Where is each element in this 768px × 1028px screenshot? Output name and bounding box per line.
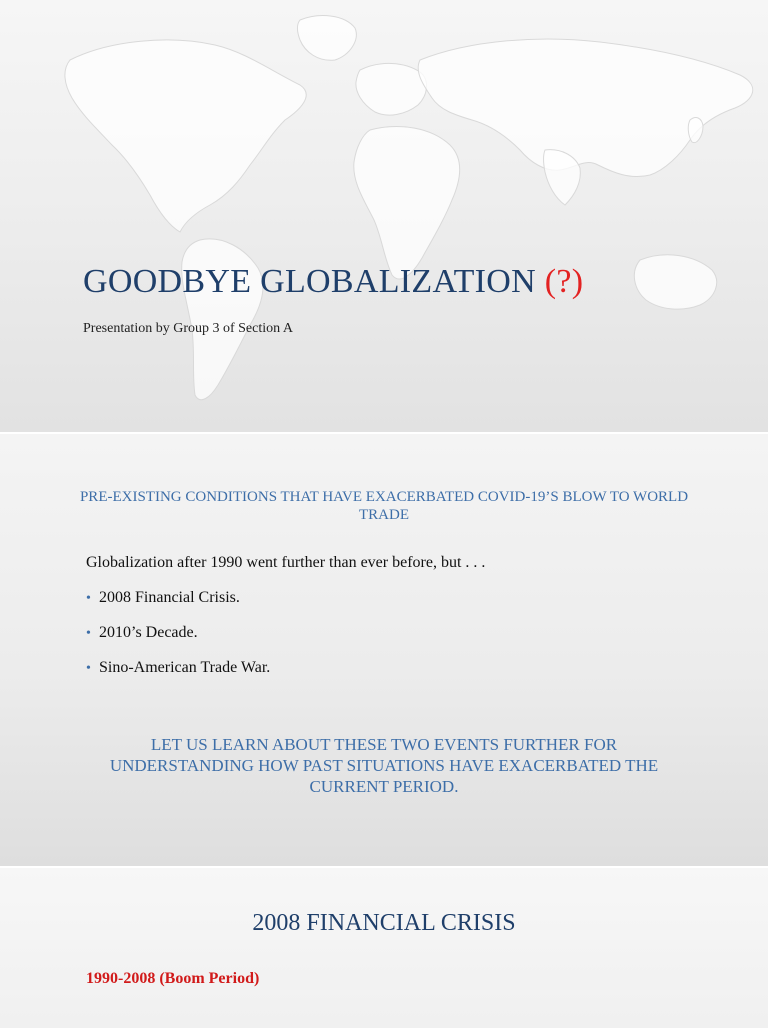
bullet-icon: • [86,591,91,606]
world-map-background [0,0,768,432]
list-item [86,624,270,659]
lead-text: Globalization after 1990 went further than ever before, but . . . [86,554,486,571]
title-main: GOODBYE GLOBALIZATION [83,263,536,300]
bullet-text: 2010’s Decade. [99,624,198,641]
bullet-text: Sino-American Trade War. [99,659,271,676]
presentation-subtitle: Presentation by Group 3 of Section A [83,321,293,336]
title-slide [0,0,768,432]
slide-heading: PRE-EXISTING CONDITIONS THAT HAVE EXACERBATED COVID-19’S BLOW TO WORLD TRADE [79,489,689,523]
bullet-list [86,589,270,694]
presentation-title [83,263,583,301]
period-label: 1990-2008 (Boom Period) [86,970,260,987]
list-item [86,589,270,624]
bullet-text: 2008 Financial Crisis. [99,589,240,606]
bullet-icon: • [86,626,91,641]
bullet-icon: • [86,661,91,676]
conditions-slide [0,434,768,866]
financial-crisis-slide [0,868,768,1028]
title-question-mark: (?) [544,263,584,300]
slide-heading: 2008 FINANCIAL CRISIS [252,910,516,936]
list-item [86,659,270,694]
closing-note: LET US LEARN ABOUT THESE TWO EVENTS FURTHER FOR UNDERSTANDING HOW PAST SITUATIONS HAVE EXACERBATED THE CURRENT PERIOD. [109,735,659,796]
